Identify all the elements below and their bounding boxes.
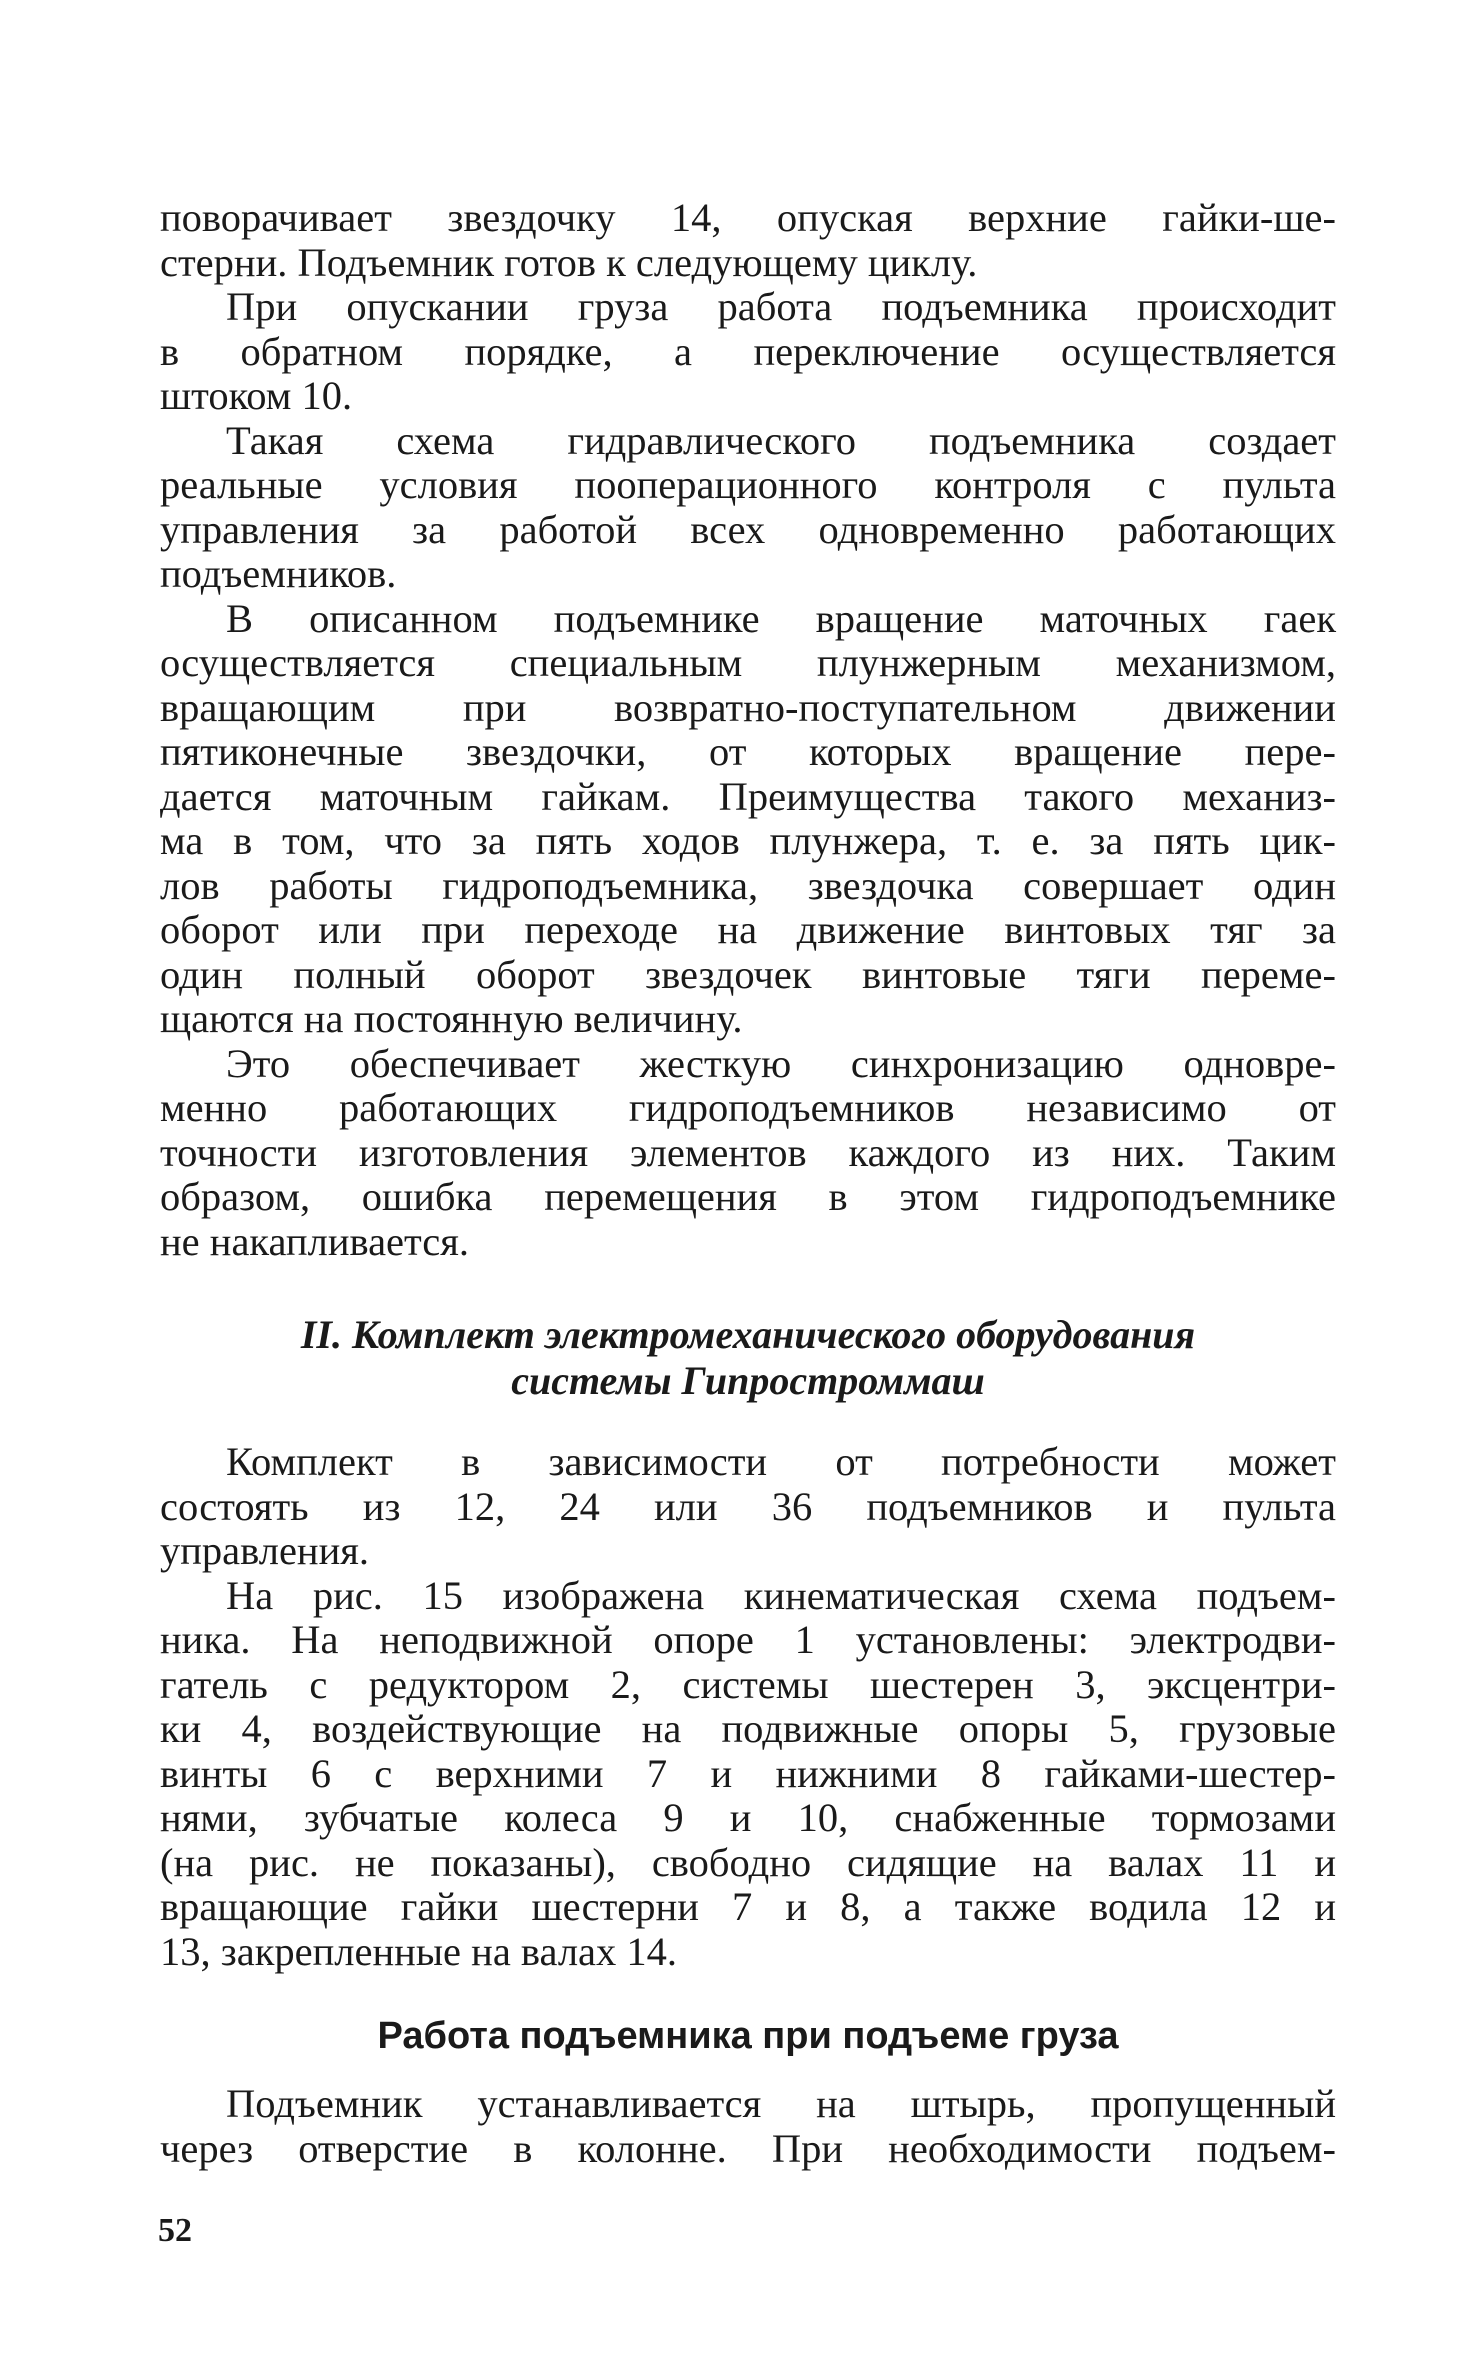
text-line: 13, закрепленные на валах 14. [160, 1928, 678, 1974]
text-line: подъемников. [160, 551, 397, 596]
text-line: В описанном подъемнике вращение маточных гаек [226, 595, 1336, 641]
text-line: один полный оборот звездочек винтовые тяги переме- [160, 951, 1336, 997]
text-line: лов работы гидроподъемника, звездочка совершает один [160, 862, 1336, 908]
text-line: винты 6 с верхними 7 и нижними 8 гайками-шестер- [160, 1750, 1336, 1796]
text-line: дается маточным гайкам. Преимущества такого механиз- [160, 773, 1336, 819]
text-line: осуществляется специальным плунжерным механизмом, [160, 640, 1336, 685]
text-line: нями, зубчатые колеса 9 и 10, снабженные тормозами [160, 1795, 1336, 1840]
text-line: состоять из 12, 24 или 36 подъемников и пульта [160, 1483, 1336, 1529]
text-line: поворачивает звездочку 14, опуская верхние гайки-ше- [160, 195, 1336, 240]
text-line: управления. [160, 1528, 370, 1573]
text-line: Это обеспечивает жесткую синхронизацию одновре- [226, 1040, 1336, 1086]
text-line: ника. На неподвижной опоре 1 установлены: электродви- [160, 1617, 1336, 1662]
text-line: пятиконечные звездочки, от которых вращение пере- [160, 729, 1336, 774]
text-line: точности изготовления элементов каждого из них. Таким [160, 1129, 1336, 1175]
page-number: 52 [158, 2212, 192, 2249]
subheading: Работа подъемника при подъеме груза [377, 2015, 1119, 2057]
text-line: через отверстие в колонне. При необходимости подъем- [160, 2125, 1336, 2171]
section-heading-line: системы Гипростроммаш [511, 1358, 985, 1403]
text-line: Такая схема гидравлического подъемника создает [226, 417, 1336, 463]
text-block-middle [160, 1440, 1336, 1974]
text-block-bottom [160, 2082, 1336, 2171]
text-line: На рис. 15 изображена кинематическая схема подъем- [226, 1572, 1336, 1618]
text-line: штоком 10. [160, 373, 353, 418]
section-heading-line: II. Комплект электромеханического оборудования [300, 1312, 1196, 1357]
text-line: Подъемник устанавливается на штырь, пропущенный [226, 2081, 1336, 2126]
section-heading [160, 1312, 1336, 1404]
text-line: стерни. Подъемник готов к следующему циклу. [160, 239, 978, 285]
text-line: Комплект в зависимости от потребности может [226, 1439, 1336, 1484]
text-line: реальные условия пооперационного контроля с пульта [160, 462, 1336, 507]
text-line: не накапливается. [160, 1218, 469, 1264]
text-line: гатель с редуктором 2, системы шестерен 3, эксцентри- [160, 1661, 1336, 1707]
text-line: оборот или при переходе на движение винтовых тяг за [160, 907, 1336, 952]
text-line: образом, ошибка перемещения в этом гидроподъемнике [160, 1174, 1336, 1219]
text-line: щаются на постоянную величину. [160, 996, 743, 1041]
text-line: вращающие гайки шестерни 7 и 8, а также водила 12 и [160, 1884, 1336, 1929]
text-line: менно работающих гидроподъемников независимо от [160, 1085, 1336, 1130]
text-line: При опускании груза работа подъемника происходит [226, 284, 1336, 329]
text-line: вращающим при возвратно-поступательном движении [160, 684, 1336, 730]
text-line: в обратном порядке, а переключение осуществляется [160, 328, 1336, 374]
text-line: (на рис. не показаны), свободно сидящие на валах 11 и [160, 1839, 1336, 1885]
text-line: управления за работой всех одновременно работающих [160, 506, 1336, 552]
text-line: ки 4, воздействующие на подвижные опоры 5, грузовые [160, 1706, 1336, 1751]
text-block-top [160, 196, 1336, 1264]
text-line: ма в том, что за пять ходов плунжера, т. е. за пять цик- [160, 818, 1336, 863]
